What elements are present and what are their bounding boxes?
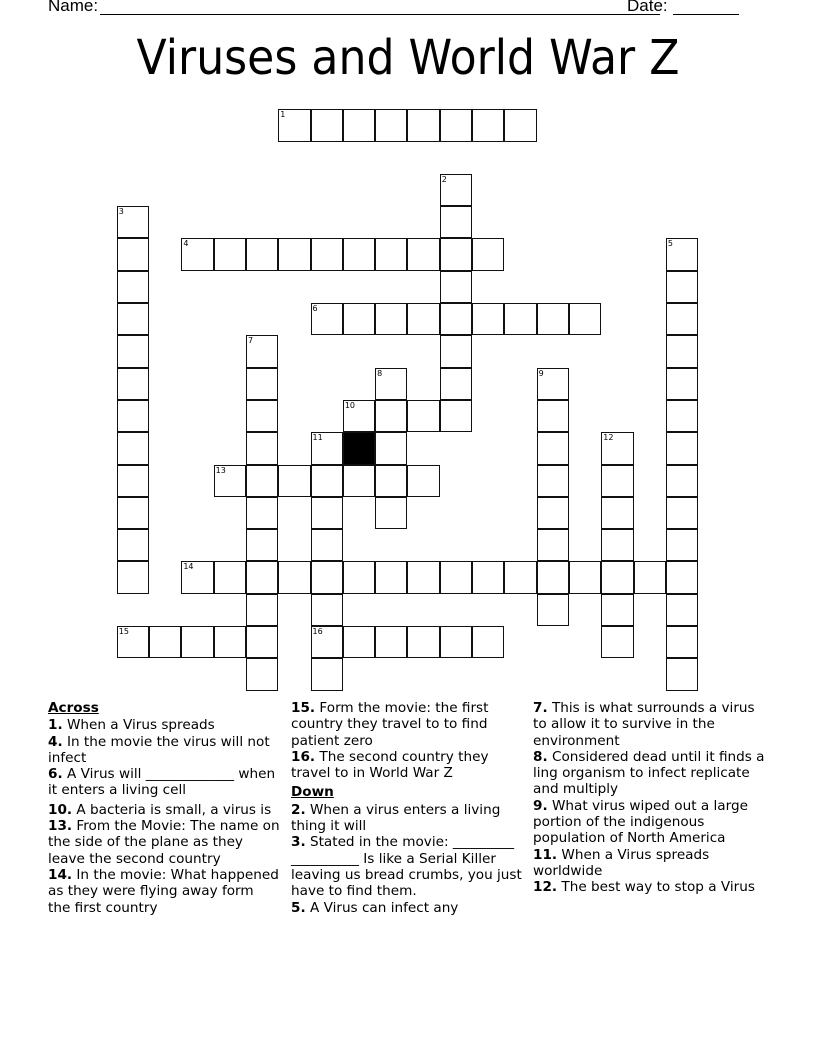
clue-number: 3. — [291, 834, 306, 851]
clue-number: 9. — [533, 797, 548, 814]
cell-number: 9 — [538, 368, 544, 378]
grid-cell[interactable] — [537, 400, 569, 432]
grid-cell[interactable] — [375, 109, 407, 141]
grid-cell[interactable] — [537, 368, 569, 400]
grid-cell[interactable] — [246, 529, 278, 561]
grid-cell[interactable] — [117, 432, 149, 464]
clue-number: 11. — [533, 846, 558, 863]
grid-cell[interactable] — [407, 303, 439, 335]
black-cell — [343, 432, 375, 464]
grid-cell[interactable] — [117, 335, 149, 367]
grid-cell[interactable] — [407, 109, 439, 141]
date-label: Date: — [627, 0, 668, 15]
grid-cell[interactable] — [311, 465, 343, 497]
grid-cell[interactable] — [343, 561, 375, 593]
clue-number: 6. — [48, 766, 63, 783]
grid-cell[interactable] — [278, 465, 310, 497]
clue-text: From the Movie: The name on the side of the plane as they leave the second country — [48, 818, 280, 867]
grid-cell[interactable] — [117, 271, 149, 303]
grid-cell[interactable] — [440, 303, 472, 335]
grid-cell[interactable] — [181, 626, 213, 658]
clue-across-16 — [291, 749, 523, 782]
grid-cell[interactable] — [601, 465, 633, 497]
grid-cell[interactable] — [537, 594, 569, 626]
grid-cell[interactable] — [278, 238, 310, 270]
clue-text: Stated in the movie: _________ __________ Is like a Serial Killer leaving us bread crumbs, you just have to find them. — [291, 834, 522, 900]
grid-cell[interactable] — [311, 109, 343, 141]
clue-text: This is what surrounds a virus to allow it to survive in the environment — [533, 700, 755, 749]
grid-cell[interactable] — [246, 335, 278, 367]
cell-number: 12 — [603, 433, 614, 443]
grid-cell[interactable] — [117, 626, 149, 658]
grid-cell[interactable] — [311, 303, 343, 335]
grid-cell[interactable] — [666, 658, 698, 690]
grid-cell[interactable] — [537, 303, 569, 335]
grid-cell[interactable] — [246, 658, 278, 690]
grid-cell[interactable] — [666, 271, 698, 303]
grid-cell[interactable] — [375, 626, 407, 658]
grid-cell[interactable] — [472, 109, 504, 141]
grid-cell[interactable] — [246, 497, 278, 529]
grid-cell[interactable] — [375, 465, 407, 497]
grid-cell[interactable] — [117, 497, 149, 529]
cell-number: 6 — [312, 304, 318, 314]
grid-cell[interactable] — [537, 465, 569, 497]
clue-down-5 — [291, 900, 523, 916]
grid-cell[interactable] — [246, 594, 278, 626]
grid-cell[interactable] — [601, 561, 633, 593]
grid-cell[interactable] — [214, 465, 246, 497]
clue-across-13 — [48, 818, 280, 867]
cell-number: 8 — [377, 368, 383, 378]
clue-number: 12. — [533, 879, 558, 896]
clue-across-4 — [48, 734, 280, 767]
clue-text: A bacteria is small, a virus is — [76, 801, 272, 818]
grid-cell[interactable] — [407, 238, 439, 270]
grid-cell[interactable] — [472, 561, 504, 593]
cell-number: 11 — [312, 433, 323, 443]
grid-cell[interactable] — [440, 271, 472, 303]
grid-cell[interactable] — [311, 238, 343, 270]
grid-cell[interactable] — [311, 561, 343, 593]
name-label: Name: — [48, 0, 99, 15]
grid-cell[interactable] — [407, 561, 439, 593]
grid-cell[interactable] — [246, 432, 278, 464]
clue-number: 14. — [48, 866, 73, 883]
grid-cell[interactable] — [375, 303, 407, 335]
grid-cell[interactable] — [181, 561, 213, 593]
cell-number: 3 — [118, 207, 124, 217]
clue-across-10 — [48, 802, 280, 818]
grid-cell[interactable] — [569, 303, 601, 335]
grid-cell[interactable] — [311, 432, 343, 464]
grid-cell[interactable] — [666, 303, 698, 335]
down-heading: Down — [291, 784, 334, 801]
grid-cell[interactable] — [537, 497, 569, 529]
grid-cell[interactable] — [117, 368, 149, 400]
grid-cell[interactable] — [343, 626, 375, 658]
cell-number: 5 — [667, 239, 673, 249]
clue-number: 7. — [533, 700, 548, 716]
clue-text: A Virus will _____________ when it enters a living cell — [48, 766, 276, 799]
clue-text: The second country they travel to in World War Z — [291, 748, 489, 782]
clue-text: When a virus enters a living thing it will — [291, 801, 501, 835]
grid-cell[interactable] — [504, 561, 536, 593]
grid-cell[interactable] — [472, 626, 504, 658]
clue-across-1 — [48, 717, 280, 733]
grid-cell[interactable] — [278, 561, 310, 593]
clue-number: 16. — [291, 748, 316, 765]
clue-number: 8. — [533, 748, 548, 765]
grid-cell[interactable] — [666, 335, 698, 367]
clue-down-8 — [533, 749, 765, 798]
grid-cell[interactable] — [311, 497, 343, 529]
grid-cell[interactable] — [407, 400, 439, 432]
grid-cell[interactable] — [634, 561, 666, 593]
clue-text: Form the movie: the first country they travel to to find patient zero — [291, 700, 489, 749]
grid-cell[interactable] — [666, 368, 698, 400]
clue-number: 15. — [291, 700, 316, 716]
grid-cell[interactable] — [440, 206, 472, 238]
grid-cell[interactable] — [666, 432, 698, 464]
grid-cell[interactable] — [311, 626, 343, 658]
grid-cell[interactable] — [472, 238, 504, 270]
clue-number: 1. — [48, 717, 63, 734]
clue-text: The best way to stop a Virus — [561, 879, 755, 896]
page-title: Viruses and World War Z — [136, 30, 680, 86]
grid-cell[interactable] — [440, 109, 472, 141]
cell-number: 13 — [215, 465, 226, 475]
grid-cell[interactable] — [375, 238, 407, 270]
grid-cell[interactable] — [311, 594, 343, 626]
grid-cell[interactable] — [181, 238, 213, 270]
grid-cell[interactable] — [440, 561, 472, 593]
grid-cell[interactable] — [117, 529, 149, 561]
grid-cell[interactable] — [246, 561, 278, 593]
grid-cell[interactable] — [311, 529, 343, 561]
grid-cell[interactable] — [278, 109, 310, 141]
clue-number: 10. — [48, 801, 73, 818]
grid-cell[interactable] — [537, 432, 569, 464]
grid-cell[interactable] — [440, 368, 472, 400]
cell-number: 4 — [183, 239, 189, 249]
grid-cell[interactable] — [666, 594, 698, 626]
grid-cell[interactable] — [601, 432, 633, 464]
cell-number: 10 — [344, 400, 356, 410]
grid-cell[interactable] — [375, 368, 407, 400]
grid-cell[interactable] — [117, 238, 149, 270]
grid-cell[interactable] — [117, 303, 149, 335]
grid-cell[interactable] — [375, 561, 407, 593]
grid-cell[interactable] — [601, 497, 633, 529]
grid-cell[interactable] — [569, 561, 601, 593]
clue-text: When a Virus spreads — [66, 717, 215, 734]
grid-cell[interactable] — [246, 400, 278, 432]
clue-down-11 — [533, 847, 765, 880]
grid-cell[interactable] — [504, 303, 536, 335]
grid-cell[interactable] — [440, 174, 472, 206]
cell-number: 16 — [312, 627, 323, 637]
clues-column-2 — [291, 700, 523, 916]
clue-down-9 — [533, 798, 765, 847]
grid-cell[interactable] — [666, 561, 698, 593]
across-heading: Across — [48, 700, 99, 716]
clue-number: 2. — [291, 801, 306, 818]
cell-number: 2 — [441, 174, 447, 184]
grid-cell[interactable] — [666, 238, 698, 270]
grid-cell[interactable] — [666, 529, 698, 561]
clue-down-7 — [533, 700, 765, 749]
grid-cell[interactable] — [246, 238, 278, 270]
grid-cell[interactable] — [117, 561, 149, 593]
clue-across-6 — [48, 766, 280, 799]
clue-across-15 — [291, 700, 523, 749]
grid-cell[interactable] — [537, 529, 569, 561]
grid-cell[interactable] — [343, 303, 375, 335]
cell-number: 15 — [118, 627, 129, 637]
grid-cell[interactable] — [343, 400, 375, 432]
grid-cell[interactable] — [407, 465, 439, 497]
clue-text: When a Virus spreads worldwide — [533, 846, 710, 879]
grid-cell[interactable] — [440, 400, 472, 432]
grid-cell[interactable] — [343, 238, 375, 270]
clue-text: What virus wiped out a large portion of the indigenous population of North America — [533, 797, 748, 847]
grid-cell[interactable] — [214, 238, 246, 270]
grid-cell[interactable] — [407, 626, 439, 658]
grid-cell[interactable] — [504, 109, 536, 141]
grid-cell[interactable] — [117, 465, 149, 497]
grid-cell[interactable] — [440, 238, 472, 270]
grid-cell[interactable] — [666, 465, 698, 497]
grid-cell[interactable] — [343, 465, 375, 497]
clues-column-1 — [48, 700, 280, 916]
clue-text: In the movie the virus will not infect — [48, 733, 270, 766]
grid-cell[interactable] — [440, 335, 472, 367]
grid-cell[interactable] — [311, 658, 343, 690]
grid-cell[interactable] — [343, 109, 375, 141]
grid-cell[interactable] — [214, 561, 246, 593]
grid-cell[interactable] — [375, 497, 407, 529]
clue-text: Considered dead until it finds a ling organism to infect replicate and multiply — [533, 748, 765, 798]
grid-cell[interactable] — [246, 626, 278, 658]
grid-cell[interactable] — [149, 626, 181, 658]
grid-cell[interactable] — [666, 497, 698, 529]
clue-number: 5. — [291, 899, 306, 916]
grid-cell[interactable] — [117, 400, 149, 432]
clue-text: A Virus can infect any — [309, 899, 459, 916]
clue-down-3 — [291, 834, 523, 899]
clue-down-2 — [291, 802, 523, 835]
clue-number: 13. — [48, 818, 73, 835]
grid-cell[interactable] — [601, 594, 633, 626]
grid-cell[interactable] — [537, 561, 569, 593]
cell-number: 7 — [247, 336, 254, 346]
grid-cell[interactable] — [214, 626, 246, 658]
cell-number: 14 — [183, 562, 194, 572]
grid-cell[interactable] — [440, 626, 472, 658]
clue-across-14 — [48, 867, 280, 916]
grid-cell[interactable] — [472, 303, 504, 335]
grid-cell[interactable] — [666, 626, 698, 658]
clues-column-3 — [533, 700, 765, 896]
clue-number: 4. — [48, 733, 63, 750]
grid-cell[interactable] — [375, 432, 407, 464]
grid-cell[interactable] — [601, 626, 633, 658]
grid-cell[interactable] — [601, 529, 633, 561]
grid-cell[interactable] — [246, 368, 278, 400]
cell-number: 1 — [280, 110, 286, 120]
clue-text: In the movie: What happened as they were flying away form the first country — [48, 866, 279, 916]
grid-cell[interactable] — [117, 206, 149, 238]
clue-down-12 — [533, 879, 765, 895]
grid-cell[interactable] — [666, 400, 698, 432]
grid-cell[interactable] — [246, 465, 278, 497]
grid-cell[interactable] — [375, 400, 407, 432]
